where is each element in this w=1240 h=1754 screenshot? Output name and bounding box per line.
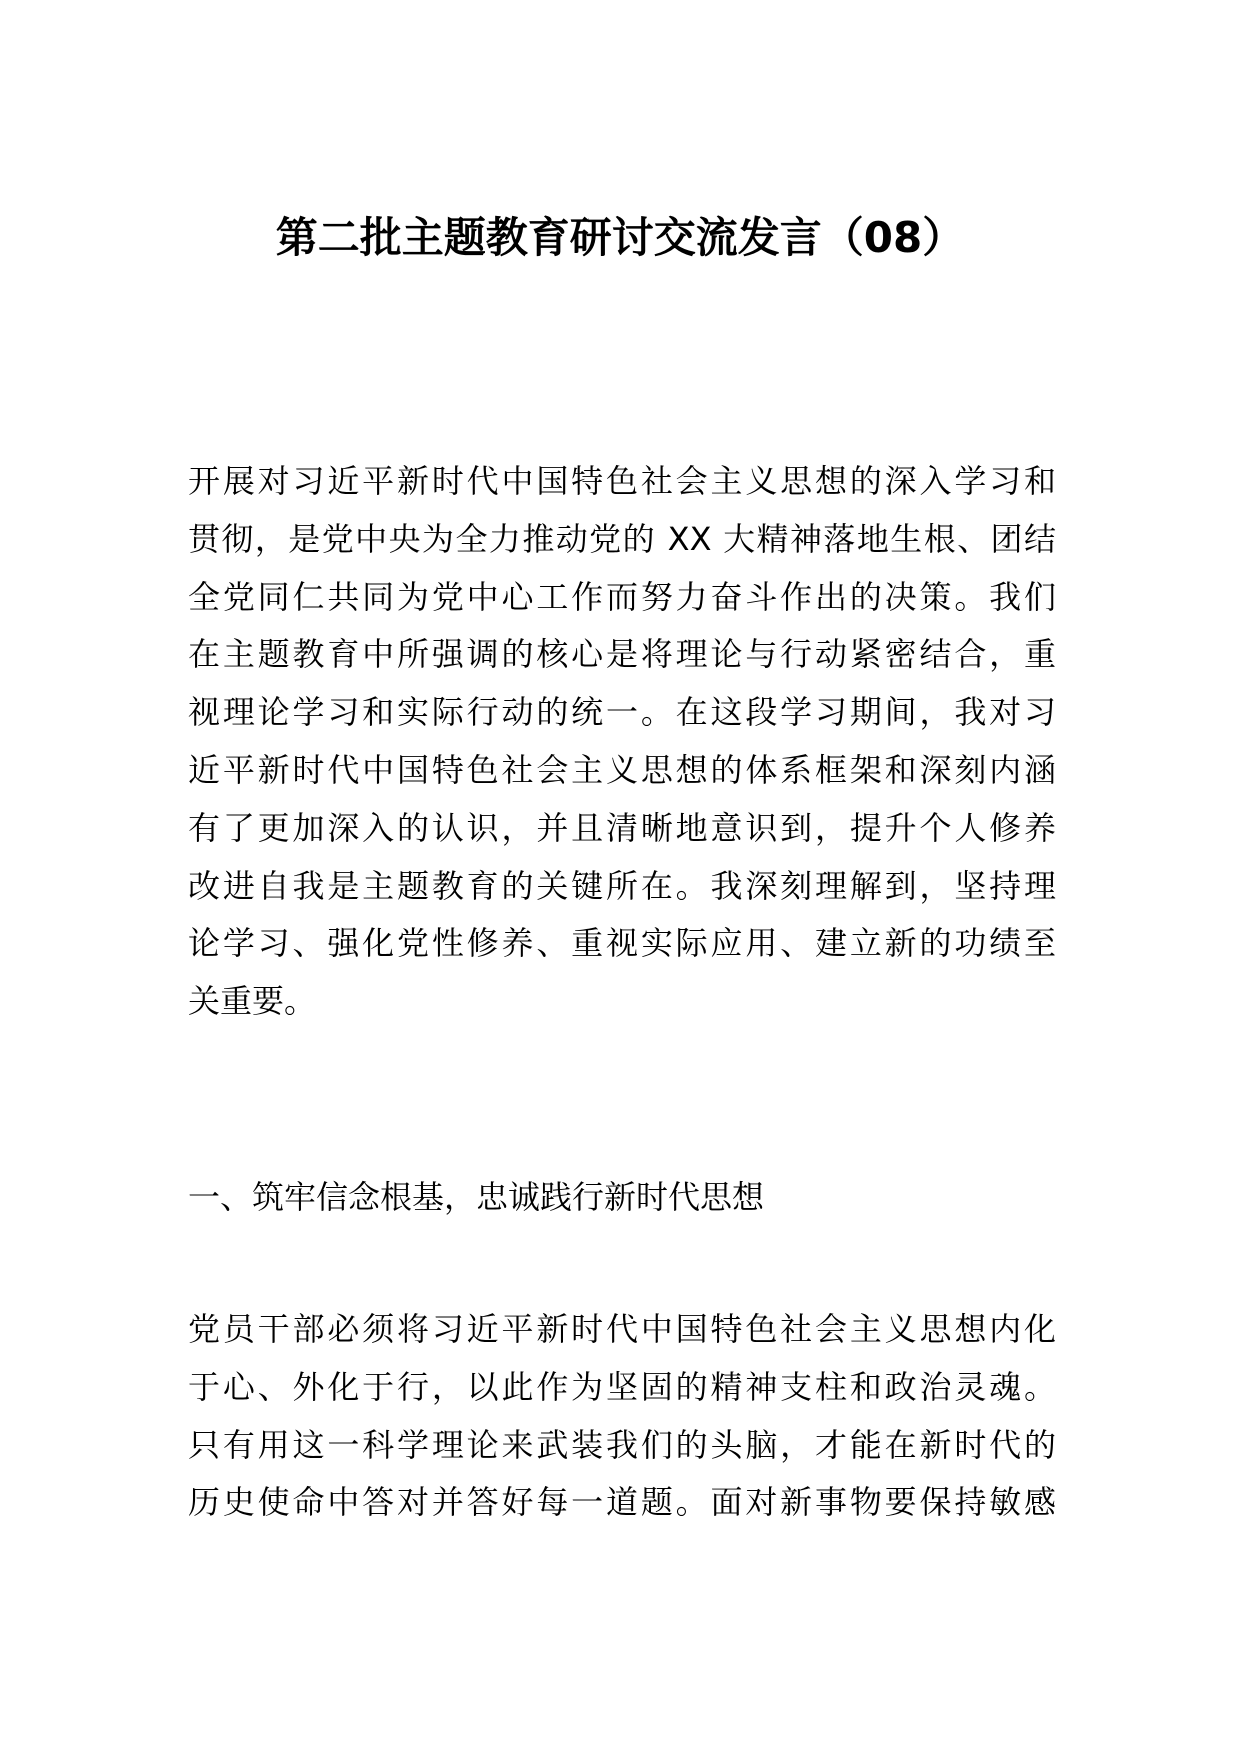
paragraph-line: 视理论学习和实际行动的统一。在这段学习期间，我对习	[188, 693, 1056, 732]
section-heading-1	[188, 1169, 1056, 1227]
paragraph-line: 关重要。	[188, 982, 317, 1021]
paragraph-line: 论学习、强化党性修养、重视实际应用、建立新的功绩至	[188, 924, 1056, 963]
paragraph-line: 历史使命中答对并答好每一道题。面对新事物要保持敏感	[188, 1483, 1056, 1522]
paragraph-line: 党员干部必须将习近平新时代中国特色社会主义思想内化	[188, 1310, 1056, 1348]
paragraph-line: 贯彻，是党中央为全力推动党的 XX 大精神落地生根、团结	[188, 519, 1056, 558]
paragraph-line: 有了更加深入的认识，并且清晰地意识到，提升个人修养	[188, 808, 1056, 847]
paragraph-line: 近平新时代中国特色社会主义思想的体系框架和深刻内涵	[188, 750, 1056, 789]
paragraph-line: 只有用这一科学理论来武装我们的头脑，才能在新时代的	[188, 1425, 1056, 1464]
document-title: 第二批主题教育研讨交流发言（08）	[275, 213, 965, 262]
paragraph-line: 于心、外化于行，以此作为坚固的精神支柱和政治灵魂。	[188, 1367, 1056, 1406]
paragraph-line: 全党同仁共同为党中心工作而努力奋斗作出的决策。我们	[188, 577, 1056, 616]
paragraph-line: 开展对习近平新时代中国特色社会主义思想的深入学习和	[188, 462, 1056, 500]
paragraph-line: 在主题教育中所强调的核心是将理论与行动紧密结合，重	[188, 635, 1056, 674]
section-heading-text: 一、筑牢信念根基，忠诚践行新时代思想	[188, 1178, 765, 1216]
paragraph-section-1	[188, 1301, 1056, 1532]
paragraph-intro	[188, 453, 1056, 1031]
paragraph-line: 改进自我是主题教育的关键所在。我深刻理解到，坚持理	[188, 866, 1056, 905]
